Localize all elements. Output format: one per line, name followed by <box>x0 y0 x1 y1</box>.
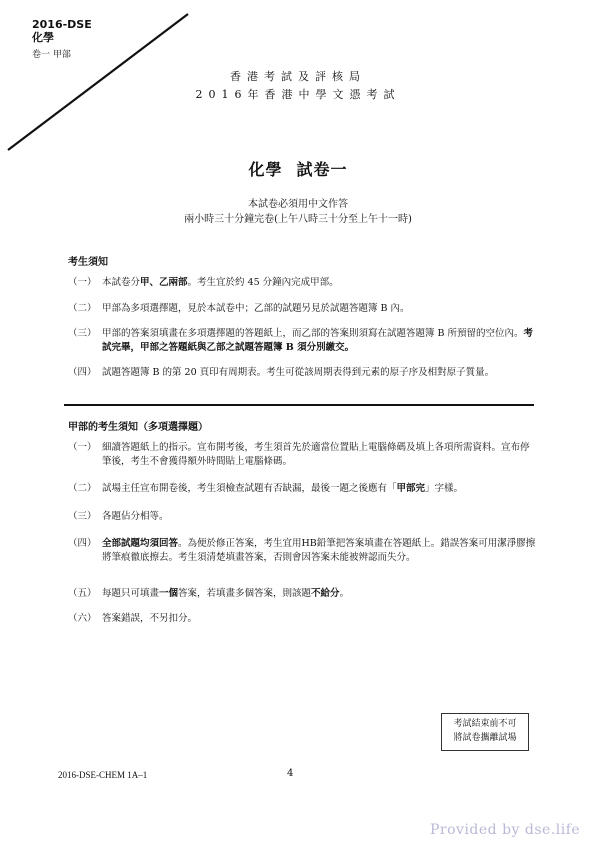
section-a-item: （四） 全部試題均須回答。為便於修正答案，考生宜用HB鉛筆把答案填畫在答題紙上。錯誤答案可用潔淨膠擦將筆痕徹底擦去。考生須清楚填畫答案，否則會因答案未能被辨認而失分。 <box>68 538 536 563</box>
exam-info <box>0 197 596 227</box>
section-divider <box>64 404 534 406</box>
watermark: Provided by dse.life <box>430 822 581 838</box>
section-a-item: （二） 試場主任宣布開卷後，考生須檢查試題有否缺漏，最後一題之後應有「甲部完」字樣。 <box>68 483 464 494</box>
language-note: 本試卷必須用中文作答 <box>248 199 348 210</box>
section-a-heading: 甲部的考生須知（多項選擇題） <box>68 422 208 433</box>
general-item: （三） 甲部的答案須填畫在多項選擇題的答題紙上，而乙部的答案則須寫在試題答題簿 B 所預留的空位內。考試完畢，甲部之答題紙與乙部之試題答題簿 B 須分別繳交。 <box>68 328 534 353</box>
section-a-item: （一） 細讀答題紙上的指示。宣布開考後，考生須首先於適當位置貼上電腦條碼及填上各項所需資料。宣布停筆後，考生不會獲得額外時間貼上電腦條碼。 <box>68 442 530 467</box>
title-subject: 化學 <box>248 160 283 179</box>
corner-tag <box>32 18 92 61</box>
general-item: （二） 甲部為多項選擇題，見於本試卷中；乙部的試題另見於試題答題簿 B 內。 <box>68 303 410 314</box>
page-number: 4 <box>287 768 294 779</box>
corner-code: 2016-DSE <box>32 18 92 31</box>
title-paper: 試卷一 <box>296 160 348 179</box>
authority-header <box>0 68 596 104</box>
section-a-item: （五） 每題只可填畫一個答案，若填畫多個答案，則該題不給分。 <box>68 588 350 599</box>
exam-name: 2016年香港中學文憑考試 <box>195 88 401 101</box>
do-not-remove-box: 考試結束前不可 將試卷攜離試場 <box>441 713 529 751</box>
general-heading: 考生須知 <box>68 257 108 268</box>
section-a-item: （三） 各題佔分相等。 <box>68 511 169 522</box>
general-item: （一） 本試卷分甲、乙兩部。考生宜於約 45 分鐘內完成甲部。 <box>68 277 339 288</box>
paper-title <box>0 157 596 180</box>
corner-subject: 化學 <box>32 31 54 45</box>
authority-name: 香港考試及評核局 <box>230 70 366 83</box>
footer-code: 2016-DSE-CHEM 1A–1 <box>58 770 148 780</box>
section-a-item: （六） 答案錯誤，不另扣分。 <box>68 613 198 624</box>
corner-section: 卷一 甲部 <box>32 50 71 61</box>
general-item: （四） 試題答題簿 B 的第 20 頁印有周期表。考生可從該周期表得到元素的原子序及相對原子質量。 <box>68 367 495 378</box>
time-note: 兩小時三十分鐘完卷(上午八時三十分至上午十一時) <box>184 214 412 225</box>
